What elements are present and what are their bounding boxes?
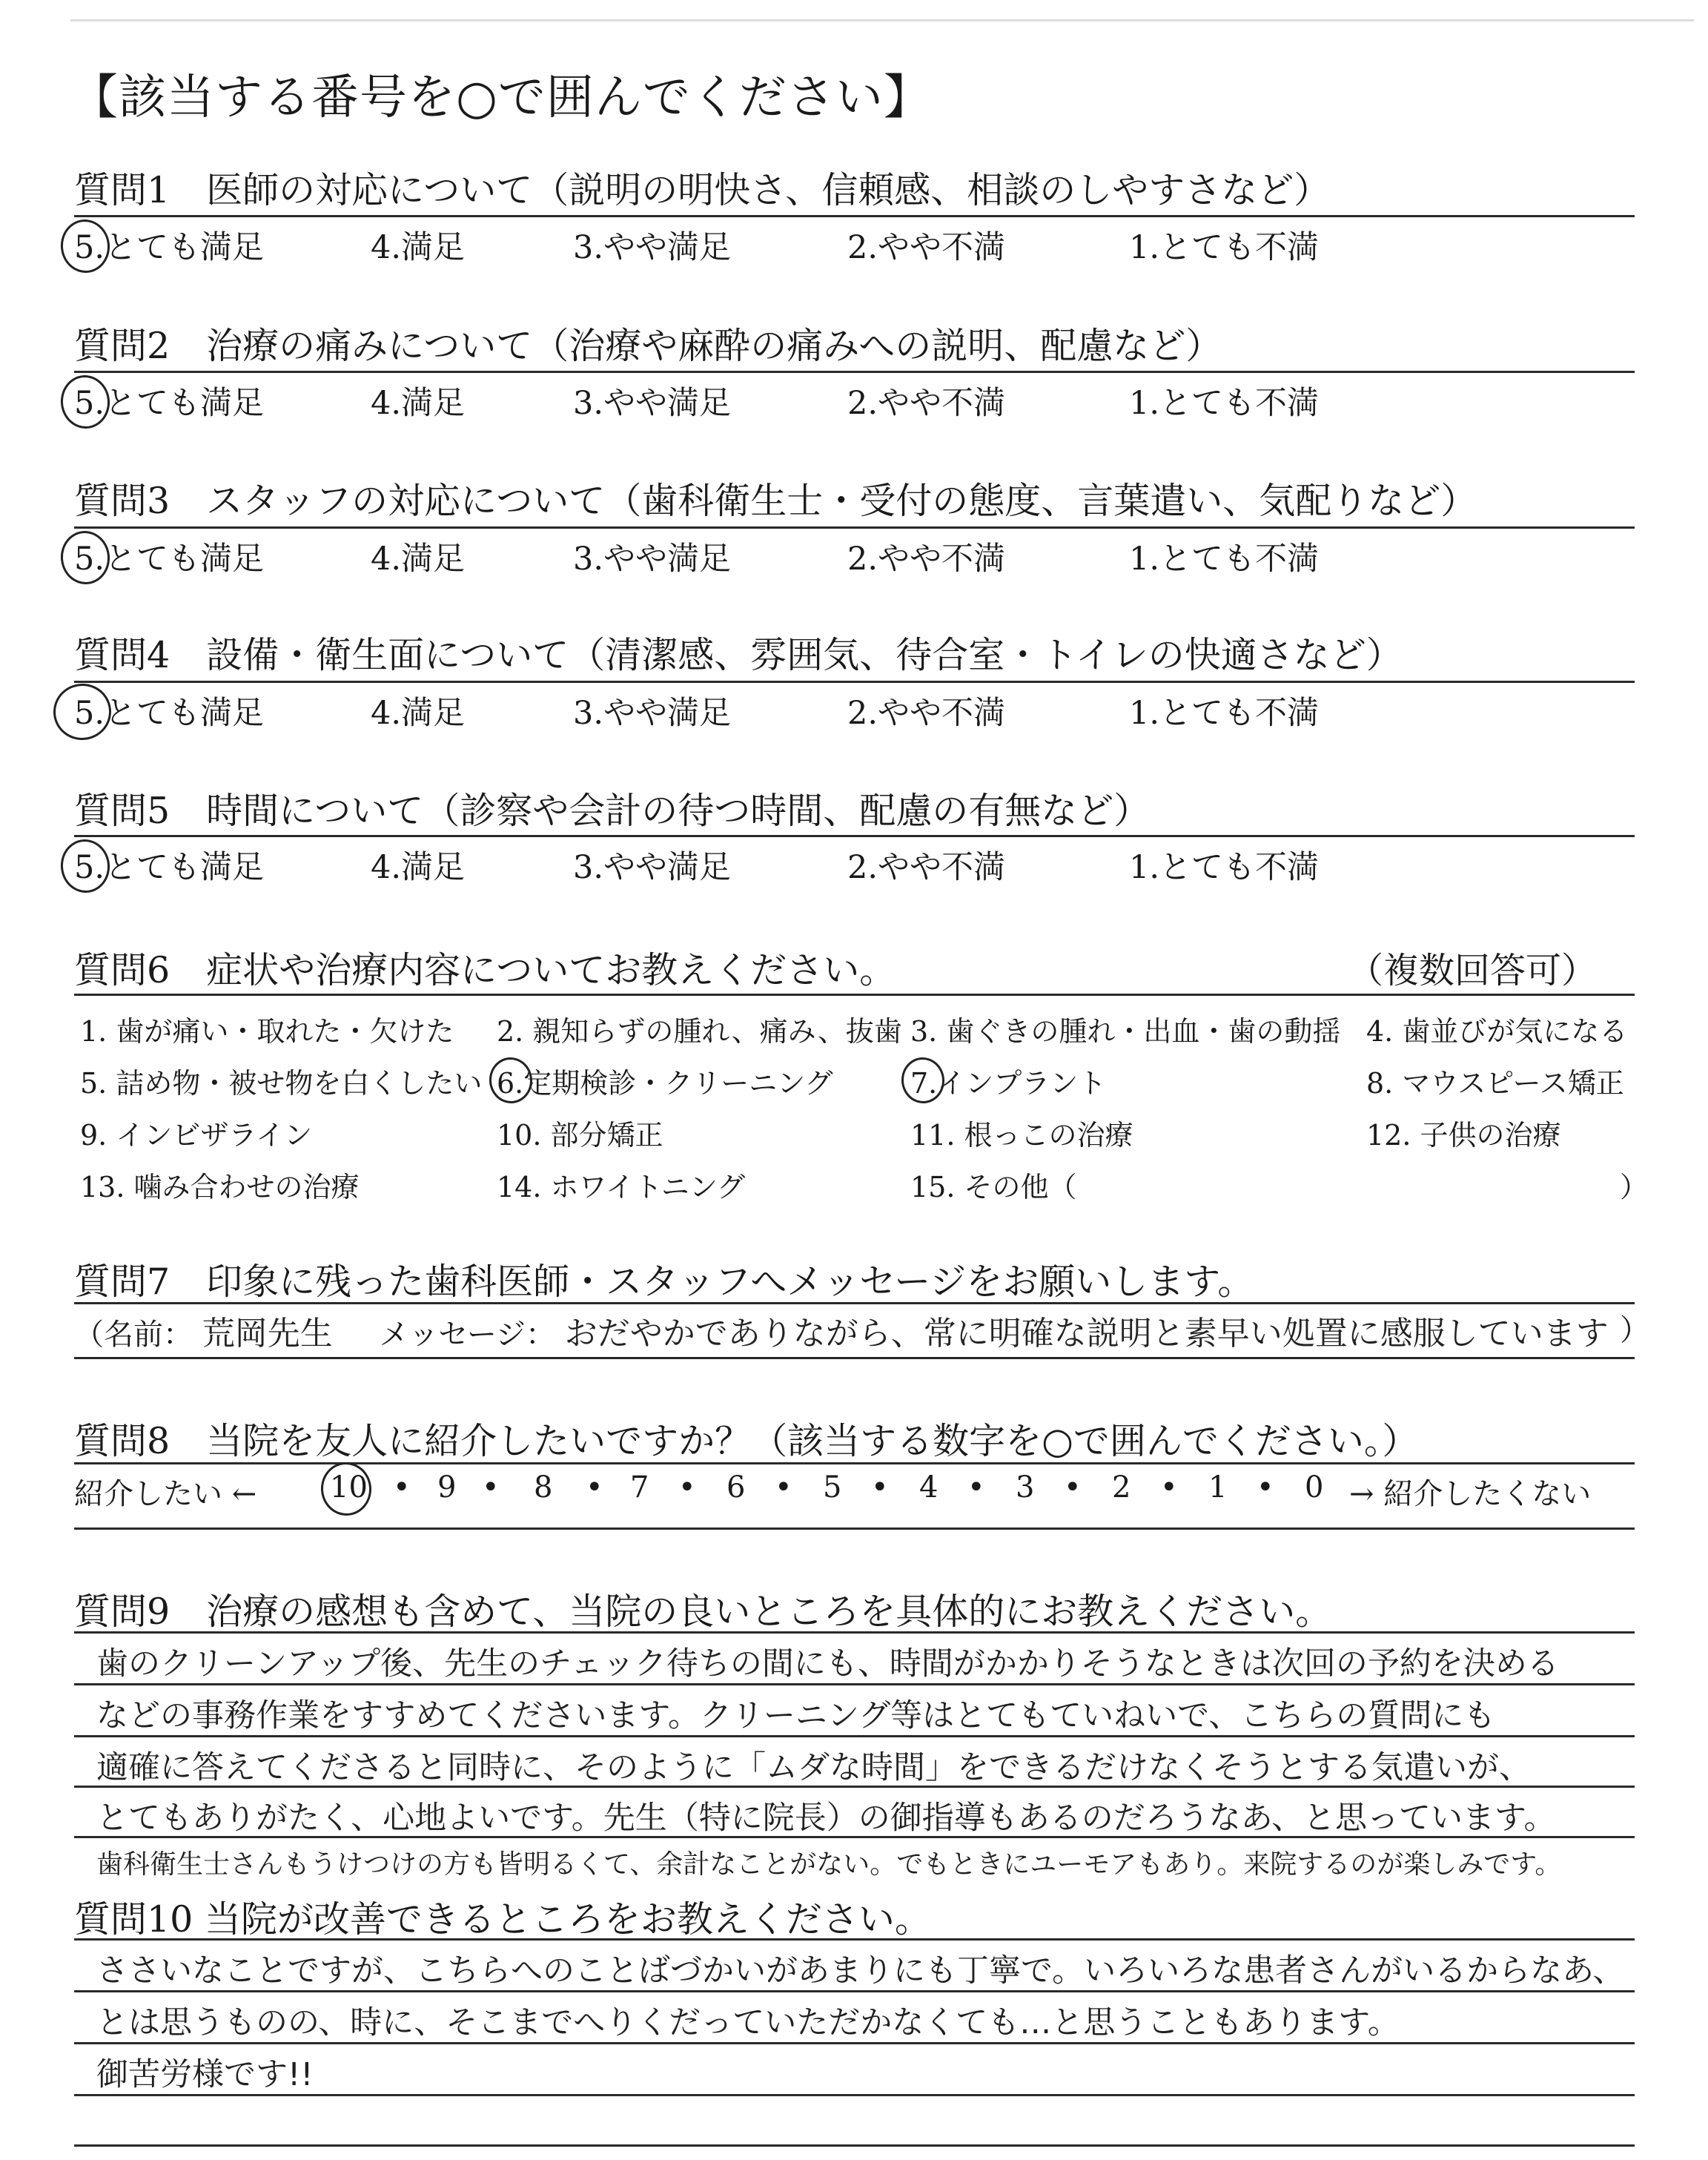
q7-bottom-rule <box>74 1357 1635 1359</box>
q4-option-5[interactable]: 5.とても満足 <box>74 695 265 732</box>
q6-item-3[interactable]: 3. 歯ぐきの腫れ・出血・歯の動揺 <box>910 1015 1341 1048</box>
q6-item-7[interactable]: 7.インプラント <box>910 1067 1107 1100</box>
q8-dot: • <box>871 1470 889 1505</box>
q3-option-1[interactable]: 1.とても不満 <box>1129 541 1320 578</box>
q7-rule <box>74 1302 1635 1304</box>
q9-answer-line-2[interactable]: などの事務作業をすすめてくださいます。クリーニング等はとてもていねいで、こちらの質問にも <box>96 1697 1496 1734</box>
q4-option-1[interactable]: 1.とても不満 <box>1129 695 1320 732</box>
q8-rule <box>74 1462 1635 1464</box>
q6-item-1[interactable]: 1. 歯が痛い・取れた・欠けた <box>80 1015 454 1048</box>
q6-item-15[interactable]: 15. その他（ <box>910 1171 1077 1203</box>
q8-dot: • <box>393 1470 411 1505</box>
page-heading: 【該当する番号を○で囲んでください】 <box>70 70 932 125</box>
q1-rule <box>74 215 1635 217</box>
q10-answer-line-1[interactable]: ささいなことですが、こちらへのことばづかいがあまりにも丁寧で。いろいろな患者さんがいるからなあ、 <box>96 1952 1625 1989</box>
q1-title: 質問1 医師の対応について（説明の明快さ、信頼感、相談のしやすさなど） <box>74 169 1331 211</box>
q10-rule-5 <box>74 2144 1635 2147</box>
q8-scale-2[interactable]: 2 <box>1112 1470 1131 1505</box>
q2-options <box>74 378 1635 423</box>
q8-dot: • <box>775 1470 792 1505</box>
q8-scale-1[interactable]: 1 <box>1208 1470 1228 1505</box>
q4-option-2[interactable]: 2.やや不満 <box>847 695 1006 732</box>
q6-item-15-close: ） <box>1620 1171 1649 1203</box>
q3-option-4[interactable]: 4.満足 <box>371 541 466 578</box>
q10-answer-line-3[interactable]: 御苦労様です!! <box>96 2056 314 2093</box>
q3-option-3[interactable]: 3.やや満足 <box>573 541 732 578</box>
q9-rule-3 <box>74 1735 1635 1737</box>
q1-option-1[interactable]: 1.とても不満 <box>1129 229 1320 266</box>
q5-options <box>74 842 1635 887</box>
q6-item-4[interactable]: 4. 歯並びが気になる <box>1366 1015 1628 1048</box>
q7-title: 質問7 印象に残った歯科医師・スタッフへメッセージをお願いします。 <box>74 1261 1254 1303</box>
q6-multiple-note: （複数回答可） <box>1347 950 1597 991</box>
q8-dot: • <box>1064 1470 1082 1505</box>
q8-dot: • <box>586 1470 603 1505</box>
q9-answer-line-4[interactable]: とてもありがたく、心地よいです。先生（特に院長）の御指導もあるのだろうなあ、と思っています。 <box>96 1800 1556 1837</box>
q8-scale-8[interactable]: 8 <box>534 1470 553 1505</box>
q9-title: 質問9 治療の感想も含めて、当院の良いところを具体的にお教えください。 <box>74 1591 1332 1633</box>
q1-option-5[interactable]: 5.とても満足 <box>74 229 265 266</box>
q6-item-9[interactable]: 9. インビザライン <box>80 1119 313 1152</box>
q2-option-4[interactable]: 4.満足 <box>371 385 466 422</box>
q3-option-2[interactable]: 2.やや不満 <box>847 541 1006 578</box>
q8-right-label: → 紹介したくない <box>1349 1477 1592 1511</box>
q2-option-1[interactable]: 1.とても不満 <box>1129 385 1320 422</box>
q6-item-6[interactable]: 6.定期検診・クリーニング <box>497 1067 833 1100</box>
q6-item-5[interactable]: 5. 詰め物・被せ物を白くしたい <box>80 1067 483 1100</box>
q2-option-3[interactable]: 3.やや満足 <box>573 385 732 422</box>
q8-scale-9[interactable]: 9 <box>437 1470 457 1505</box>
q3-options <box>74 534 1635 578</box>
q8-scale-5[interactable]: 5 <box>823 1470 842 1505</box>
q9-answer-line-3[interactable]: 適確に答えてくださると同時に、そのように「ムダな時間」をできるだけなくそうとする気遣いが、 <box>96 1749 1531 1786</box>
q5-option-2[interactable]: 2.やや不満 <box>847 849 1006 886</box>
q8-selection-circle <box>318 1460 374 1519</box>
q6-item-13[interactable]: 13. 噛み合わせの治療 <box>80 1171 360 1203</box>
q9-rule-1 <box>74 1631 1635 1634</box>
q6-rule <box>74 994 1635 996</box>
q8-dot: • <box>1257 1470 1274 1505</box>
q3-option-5[interactable]: 5.とても満足 <box>74 541 265 578</box>
q10-rule-2 <box>74 1990 1635 1992</box>
q6-item-8[interactable]: 8. マウスピース矯正 <box>1366 1067 1624 1100</box>
q8-scale-0[interactable]: 0 <box>1305 1470 1324 1505</box>
q6-item-12[interactable]: 12. 子供の治療 <box>1366 1119 1561 1152</box>
q6-item-2[interactable]: 2. 親知らずの腫れ、痛み、抜歯 <box>497 1015 902 1048</box>
q4-title: 質問4 設備・衛生面について（清潔感、雰囲気、待合室・トイレの快適さなど） <box>74 634 1403 676</box>
q8-scale-3[interactable]: 3 <box>1016 1470 1035 1505</box>
q8-scale-7[interactable]: 7 <box>630 1470 649 1505</box>
q5-rule <box>74 835 1635 837</box>
q9-rule-2 <box>74 1683 1635 1685</box>
q9-answer-line-1[interactable]: 歯のクリーンアップ後、先生のチェック待ちの間にも、時間がかかりそうなときは次回の予約を決める <box>96 1645 1559 1682</box>
q9-answer-line-5[interactable]: 歯科衛生士さんもうけつけの方も皆明るくて、余計なことがない。でもときにユーモアもあり。来院するのが楽しみです。 <box>96 1849 1562 1880</box>
q4-option-4[interactable]: 4.満足 <box>371 695 466 732</box>
q1-options <box>74 222 1635 267</box>
q10-rule-1 <box>74 1938 1635 1941</box>
q8-dot: • <box>1160 1470 1178 1505</box>
q5-option-1[interactable]: 1.とても不満 <box>1129 849 1320 886</box>
q7-message-label: メッセージ： <box>379 1318 556 1352</box>
q10-title: 質問10 当院が改善できるところをお教えください。 <box>74 1898 931 1941</box>
q6-item-14[interactable]: 14. ホワイトニング <box>497 1171 746 1203</box>
q8-dot: • <box>482 1470 500 1505</box>
q2-option-2[interactable]: 2.やや不満 <box>847 385 1006 422</box>
q3-title: 質問3 スタッフの対応について（歯科衛生士・受付の態度、言葉遣い、気配りなど） <box>74 480 1477 522</box>
q6-item-10[interactable]: 10. 部分矯正 <box>497 1119 663 1152</box>
q8-scale-6[interactable]: 6 <box>726 1470 746 1505</box>
q2-option-5[interactable]: 5.とても満足 <box>74 385 265 422</box>
q4-rule <box>74 681 1635 683</box>
q8-title: 質問8 当院を友人に紹介したいですか？（該当する数字を○で囲んでください。） <box>74 1420 1419 1462</box>
q2-title: 質問2 治療の痛みについて（治療や麻酔の痛みへの説明、配慮など） <box>74 325 1222 367</box>
q8-scale-10[interactable]: 10 <box>330 1470 368 1505</box>
q8-dot: • <box>678 1470 696 1505</box>
q1-option-2[interactable]: 2.やや不満 <box>847 229 1006 266</box>
q8-left-label: 紹介したい ← <box>74 1477 257 1511</box>
q5-option-3[interactable]: 3.やや満足 <box>573 849 732 886</box>
q5-title: 質問5 時間について（診察や会計の待つ時間、配慮の有無など） <box>74 790 1151 832</box>
q9-rule-4 <box>74 1786 1635 1788</box>
q7-close: ） <box>1620 1313 1649 1347</box>
q7-message-row <box>74 1307 1609 1354</box>
q6-title: 質問6 症状や治療内容についてお教えください。 <box>74 949 896 991</box>
q2-rule <box>74 371 1635 373</box>
q7-name-label: （名前： <box>74 1318 193 1352</box>
top-border <box>70 19 1694 22</box>
q8-bottom-rule <box>74 1527 1635 1530</box>
q8-dot: • <box>967 1470 985 1505</box>
q1-option-3[interactable]: 3.やや満足 <box>573 229 732 266</box>
q7-name-value[interactable]: 荒岡先生 <box>202 1315 333 1353</box>
q10-rule-3 <box>74 2042 1635 2044</box>
q5-option-4[interactable]: 4.満足 <box>371 849 466 886</box>
q4-options <box>74 688 1635 733</box>
q5-option-5[interactable]: 5.とても満足 <box>74 849 265 886</box>
q3-rule <box>74 526 1635 529</box>
q7-message-value[interactable]: おだやかでありながら、常に明確な説明と素早い処置に感服しています <box>564 1315 1609 1353</box>
q4-option-3[interactable]: 3.やや満足 <box>573 695 732 732</box>
q1-option-4[interactable]: 4.満足 <box>371 229 466 266</box>
q10-rule-4 <box>74 2094 1635 2096</box>
q8-scale-4[interactable]: 4 <box>919 1470 939 1505</box>
q9-rule-5 <box>74 1836 1635 1838</box>
q6-item-11[interactable]: 11. 根っこの治療 <box>910 1119 1133 1152</box>
q10-answer-line-2[interactable]: とは思うものの、時に、そこまでへりくだっていただかなくても…と思うこともあります。 <box>96 2004 1400 2041</box>
